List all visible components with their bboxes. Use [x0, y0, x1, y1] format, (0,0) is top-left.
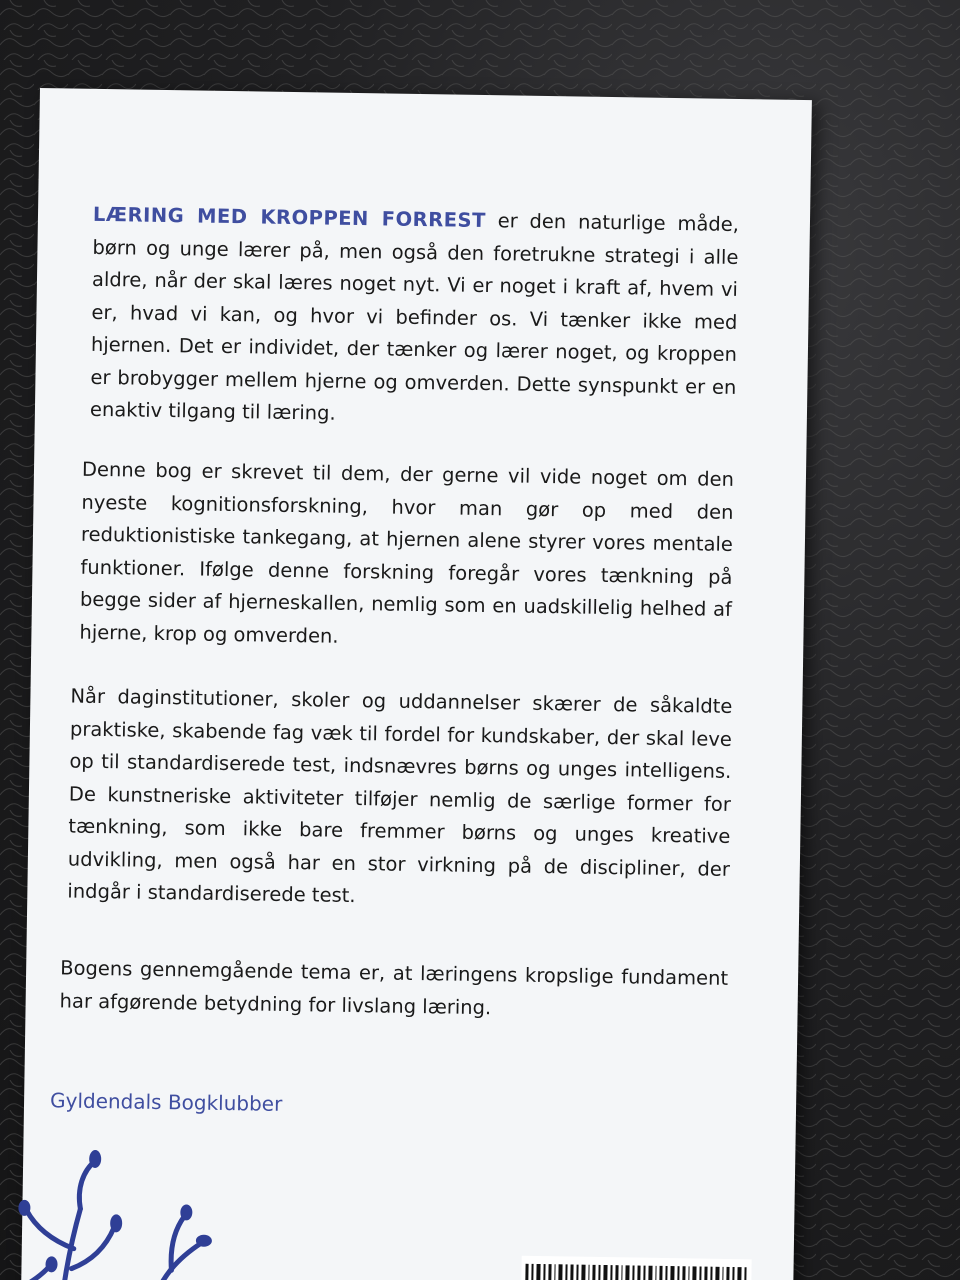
barcode-lines	[521, 1256, 752, 1280]
barcode-icon	[521, 1256, 752, 1280]
blurb-paragraph-3: Når daginstitutioner, skoler og uddannelser skærer de såkaldte praktiske, skabende fag væk til fordel for kundskaber, der skal leve op til standardiserede test, indsnævres børns og unges intelligens. De kunstneriske aktiviteter tilføjer nemlig de særlige former for tænkning, som ikke bare fremmer børns og unges kreative udvikling, men også har en stor virkning på de discipliner, der indgår i standardiserede test.	[67, 684, 733, 908]
blurb-paragraph-4: Bogens gennemgående tema er, at læringens kropslige fundament har afgørende betydning for livslang læring.	[59, 956, 729, 1019]
sprig-logo-icon	[1, 1148, 263, 1280]
blurb-paragraph-1	[90, 199, 739, 437]
book-title-lead: LÆRING MED KROPPEN FORREST	[92, 202, 487, 233]
blurb-paragraph-2: Denne bog er skrevet til dem, der gerne vil vide noget om den nyeste kognitionsforskning, hvor man gør op med den reduktionistiske tankegang, at hjernen alene styrer vores mentale funktioner. Ifølge denne forskning foregår vores tænkning på begge sider af hjerneskallen, nemlig som en uadskillelig helhed af hjerne, krop og omverden.	[79, 457, 735, 648]
publisher-name: Gyldendals Bogklubber	[49, 1088, 283, 1116]
blurb-paragraph-1-text: er den naturlige måde, børn og unge lærer på, men også den foretrukne strategi i alle aldre, når der skal læres noget nyt. Vi er noget i kraft af, hvem vi er, hvad vi kan, og hvor vi befinder os. Vi tænker ikke med hjernen. Det er individet, der tænker og lærer noget, og kroppen er brobygger mellem hjerne og omverden. Dette synspunkt er en enaktiv tilgang til læring.	[89, 209, 740, 425]
book-back-cover	[21, 88, 812, 1280]
